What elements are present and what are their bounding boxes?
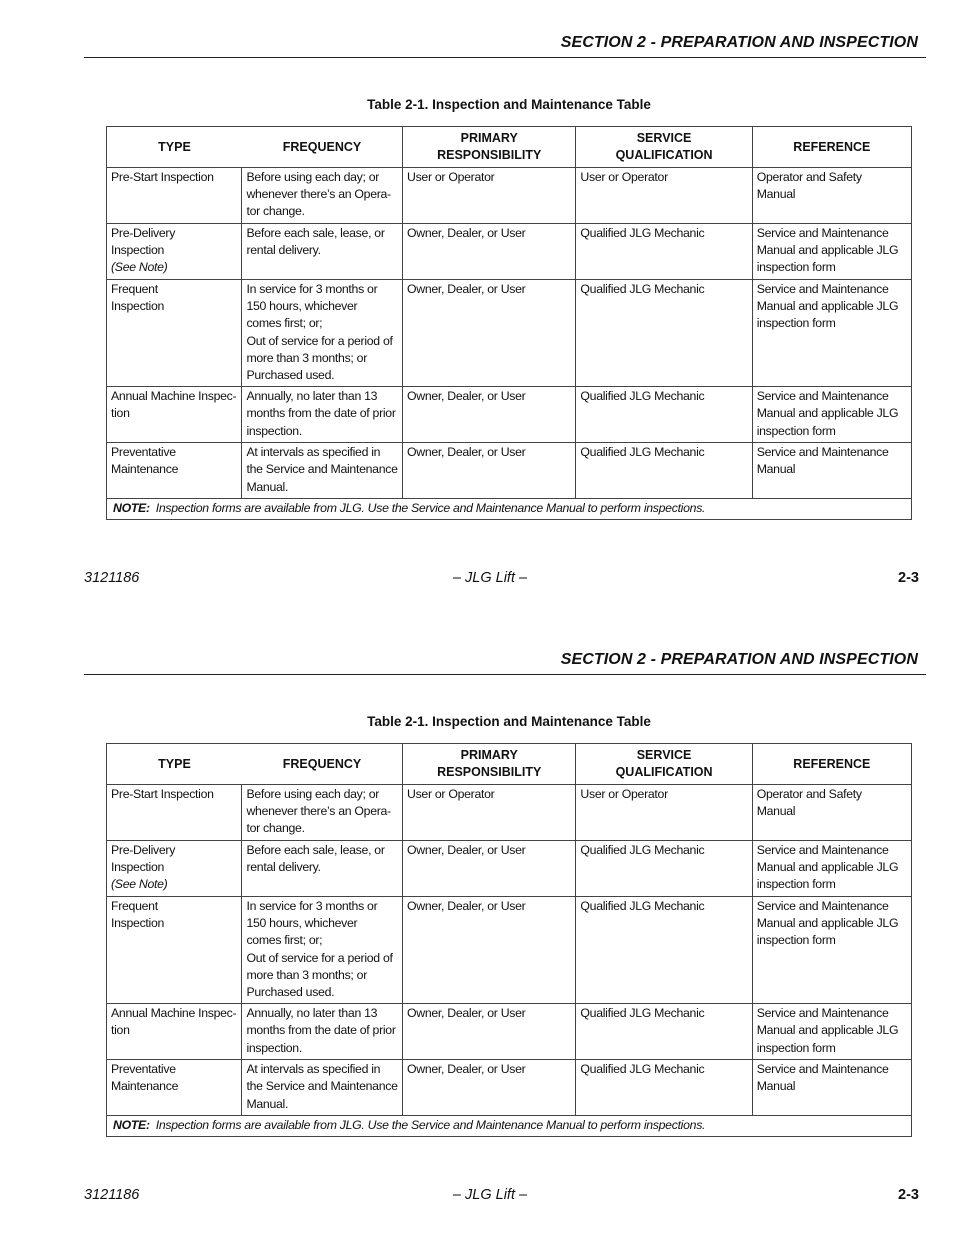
cell-frequency <box>242 280 403 387</box>
cell-type <box>107 443 242 499</box>
frequency-line: comes first; or; <box>246 316 323 331</box>
header-frequency: FREQUENCY <box>282 139 362 154</box>
reference-line: Manual <box>756 462 796 477</box>
note-label: NOTE: <box>113 501 150 516</box>
note-row <box>107 1116 912 1137</box>
cell-type <box>107 1004 242 1060</box>
type-line: Pre-Delivery <box>111 843 176 857</box>
frequency-line: inspection. <box>246 423 302 438</box>
frequency-line: rental delivery. <box>246 860 321 875</box>
reference-line: Manual and applicable JLG <box>756 243 899 258</box>
see-note-reference: (See Note) <box>111 260 168 275</box>
cell-primary-responsibility: Owner, Dealer, or User <box>403 841 576 897</box>
reference-line: Manual and applicable JLG <box>756 860 899 875</box>
table-row <box>107 168 912 224</box>
type-line: Frequent <box>111 899 158 913</box>
frequency-line: Before using each day; or <box>246 170 380 184</box>
type-line: Preventative <box>111 1062 176 1077</box>
reference-line: Manual and applicable JLG <box>756 1023 899 1038</box>
section-title: SECTION 2 - PREPARATION AND INSPECTION <box>560 34 918 51</box>
frequency-line: Manual. <box>246 479 289 494</box>
note-text: Inspection forms are available from JLG. Use the Service and Maintenance Manual to perform inspections. <box>155 501 706 516</box>
frequency-line: the Service and Maintenance <box>246 1079 398 1094</box>
cell-type <box>107 280 242 387</box>
table-body <box>107 168 912 499</box>
footer-page-number: 2-3 <box>898 1187 919 1203</box>
frequency-line: In service for 3 months or <box>246 282 378 296</box>
frequency-line: Out of service for a period of <box>246 333 393 348</box>
reference-line: Manual and applicable JLG <box>756 299 899 314</box>
cell-service-qualification: Qualified JLG Mechanic <box>576 443 752 499</box>
frequency-line: Manual. <box>246 1096 289 1111</box>
footer-doc-number: 3121186 <box>84 1187 140 1203</box>
cell-primary-responsibility: User or Operator <box>403 168 576 224</box>
cell-type <box>107 1060 242 1116</box>
reference-line: Manual <box>756 1079 796 1094</box>
see-note-reference: (See Note) <box>111 877 168 892</box>
header-reference: REFERENCE <box>752 127 911 168</box>
type-line: Maintenance <box>111 462 179 477</box>
frequency-line: comes first; or; <box>246 933 323 948</box>
table-header-row <box>107 744 912 785</box>
cell-frequency <box>242 897 403 1004</box>
cell-frequency <box>242 168 403 224</box>
table-row <box>107 1060 912 1116</box>
cell-primary-responsibility: Owner, Dealer, or User <box>403 224 576 280</box>
table-row <box>107 1004 912 1060</box>
section-rule <box>84 57 926 58</box>
reference-line: inspection form <box>756 260 836 275</box>
reference-line: inspection form <box>756 933 836 948</box>
footer-brand: – JLG Lift – <box>452 570 528 586</box>
cell-frequency <box>242 443 403 499</box>
cell-service-qualification: User or Operator <box>576 168 752 224</box>
note-cell <box>107 1116 912 1137</box>
type-line: Frequent <box>111 282 158 296</box>
cell-service-qualification: Qualified JLG Mechanic <box>576 1004 752 1060</box>
table-body <box>107 785 912 1116</box>
header-service-qualification: SERVICE QUALIFICATION <box>576 744 752 785</box>
cell-service-qualification: Qualified JLG Mechanic <box>576 841 752 897</box>
section-title: SECTION 2 - PREPARATION AND INSPECTION <box>560 651 918 668</box>
reference-line: Service and Maintenance <box>756 282 889 296</box>
inspection-table <box>106 743 912 1137</box>
cell-reference <box>752 443 911 499</box>
cell-primary-responsibility: Owner, Dealer, or User <box>403 1060 576 1116</box>
cell-service-qualification: Qualified JLG Mechanic <box>576 1060 752 1116</box>
reference-line: Manual <box>756 804 796 819</box>
reference-line: inspection form <box>756 316 836 331</box>
header-type: TYPE <box>158 139 191 154</box>
frequency-line: Before each sale, lease, or <box>246 226 385 240</box>
table-row <box>107 785 912 841</box>
cell-reference <box>752 280 911 387</box>
reference-line: Service and Maintenance <box>756 445 889 460</box>
type-line: Inspection <box>111 299 165 314</box>
frequency-line: tor change. <box>246 821 305 836</box>
type-line: tion <box>111 1023 130 1038</box>
cell-frequency <box>242 1004 403 1060</box>
cell-type <box>107 785 242 841</box>
table-row <box>107 443 912 499</box>
reference-line: Service and Maintenance <box>756 226 889 240</box>
reference-line: Manual and applicable JLG <box>756 406 899 421</box>
reference-line: Service and Maintenance <box>756 1006 889 1021</box>
table-row <box>107 897 912 1004</box>
frequency-line: whenever there’s an Opera- <box>246 804 391 819</box>
frequency-line: Purchased used. <box>246 368 335 383</box>
reference-line: inspection form <box>756 1040 836 1055</box>
header-service-qualification: SERVICE QUALIFICATION <box>576 127 752 168</box>
table-row <box>107 224 912 280</box>
frequency-line: Before using each day; or <box>246 787 380 801</box>
type-line: Pre-Start Inspection <box>111 787 214 801</box>
frequency-line: Annually, no later than 13 <box>246 389 378 404</box>
cell-type <box>107 224 242 280</box>
cell-service-qualification: Qualified JLG Mechanic <box>576 280 752 387</box>
frequency-line: more than 3 months; or <box>246 967 367 982</box>
cell-service-qualification: User or Operator <box>576 785 752 841</box>
reference-line: Manual and applicable JLG <box>756 916 899 931</box>
cell-frequency <box>242 224 403 280</box>
frequency-line: tor change. <box>246 204 305 219</box>
type-line: Maintenance <box>111 1079 179 1094</box>
cell-reference <box>752 841 911 897</box>
cell-primary-responsibility: Owner, Dealer, or User <box>403 280 576 387</box>
frequency-line: 150 hours, whichever <box>246 299 358 314</box>
table-caption: Table 2-1. Inspection and Maintenance Table <box>367 714 651 729</box>
table-caption: Table 2-1. Inspection and Maintenance Table <box>367 97 651 112</box>
type-line: tion <box>111 406 130 421</box>
note-label: NOTE: <box>113 1118 150 1133</box>
header-type: TYPE <box>158 756 191 771</box>
cell-primary-responsibility: Owner, Dealer, or User <box>403 443 576 499</box>
note-cell <box>107 499 912 520</box>
cell-frequency <box>242 1060 403 1116</box>
cell-type <box>107 168 242 224</box>
reference-line: inspection form <box>756 423 836 438</box>
frequency-line: Out of service for a period of <box>246 950 393 965</box>
type-line: Annual Machine Inspec- <box>111 1006 237 1021</box>
frequency-line: months from the date of prior <box>246 406 396 421</box>
frequency-line: At intervals as specified in <box>246 1062 381 1077</box>
cell-service-qualification: Qualified JLG Mechanic <box>576 387 752 443</box>
note-text: Inspection forms are available from JLG. Use the Service and Maintenance Manual to perform inspections. <box>155 1118 706 1133</box>
type-line: Inspection <box>111 860 165 875</box>
cell-reference <box>752 224 911 280</box>
frequency-line: Before each sale, lease, or <box>246 843 385 857</box>
type-line: Pre-Delivery <box>111 226 176 240</box>
type-line: Inspection <box>111 243 165 258</box>
cell-frequency <box>242 785 403 841</box>
cell-primary-responsibility: Owner, Dealer, or User <box>403 387 576 443</box>
frequency-line: whenever there’s an Opera- <box>246 187 391 202</box>
type-line: Annual Machine Inspec- <box>111 389 237 404</box>
footer-doc-number: 3121186 <box>84 570 140 586</box>
frequency-line: months from the date of prior <box>246 1023 396 1038</box>
type-line: Pre-Start Inspection <box>111 170 214 184</box>
cell-reference <box>752 897 911 1004</box>
cell-service-qualification: Qualified JLG Mechanic <box>576 224 752 280</box>
reference-line: Operator and Safety <box>756 787 862 801</box>
table-row <box>107 280 912 387</box>
reference-line: Service and Maintenance <box>756 389 889 404</box>
header-reference: REFERENCE <box>752 744 911 785</box>
reference-line: inspection form <box>756 877 836 892</box>
cell-reference <box>752 387 911 443</box>
frequency-line: rental delivery. <box>246 243 321 258</box>
reference-line: Service and Maintenance <box>756 1062 889 1077</box>
table-row <box>107 841 912 897</box>
cell-reference <box>752 1004 911 1060</box>
cell-primary-responsibility: Owner, Dealer, or User <box>403 1004 576 1060</box>
manual-page <box>0 0 954 617</box>
inspection-table <box>106 126 912 520</box>
cell-frequency <box>242 387 403 443</box>
section-rule <box>84 674 926 675</box>
header-primary-responsibility: PRIMARY RESPONSIBILITY <box>403 127 576 168</box>
cell-reference <box>752 785 911 841</box>
frequency-line: the Service and Maintenance <box>246 462 398 477</box>
cell-frequency <box>242 841 403 897</box>
cell-primary-responsibility: Owner, Dealer, or User <box>403 897 576 1004</box>
manual-page <box>0 617 954 1234</box>
reference-line: Service and Maintenance <box>756 899 889 913</box>
frequency-line: more than 3 months; or <box>246 350 367 365</box>
type-line: Preventative <box>111 445 176 460</box>
frequency-line: Purchased used. <box>246 985 335 1000</box>
cell-reference <box>752 1060 911 1116</box>
cell-type <box>107 897 242 1004</box>
reference-line: Manual <box>756 187 796 202</box>
table-header-row <box>107 127 912 168</box>
header-type-frequency <box>107 127 403 168</box>
reference-line: Operator and Safety <box>756 170 862 184</box>
header-frequency: FREQUENCY <box>282 756 362 771</box>
note-row <box>107 499 912 520</box>
frequency-line: Annually, no later than 13 <box>246 1006 378 1021</box>
reference-line: Service and Maintenance <box>756 843 889 857</box>
cell-service-qualification: Qualified JLG Mechanic <box>576 897 752 1004</box>
footer-brand: – JLG Lift – <box>452 1187 528 1203</box>
frequency-line: 150 hours, whichever <box>246 916 358 931</box>
cell-primary-responsibility: User or Operator <box>403 785 576 841</box>
frequency-line: inspection. <box>246 1040 302 1055</box>
cell-type <box>107 387 242 443</box>
table-row <box>107 387 912 443</box>
frequency-line: In service for 3 months or <box>246 899 378 913</box>
frequency-line: At intervals as specified in <box>246 445 381 460</box>
header-type-frequency <box>107 744 403 785</box>
type-line: Inspection <box>111 916 165 931</box>
header-primary-responsibility: PRIMARY RESPONSIBILITY <box>403 744 576 785</box>
cell-type <box>107 841 242 897</box>
cell-reference <box>752 168 911 224</box>
footer-page-number: 2-3 <box>898 570 919 586</box>
